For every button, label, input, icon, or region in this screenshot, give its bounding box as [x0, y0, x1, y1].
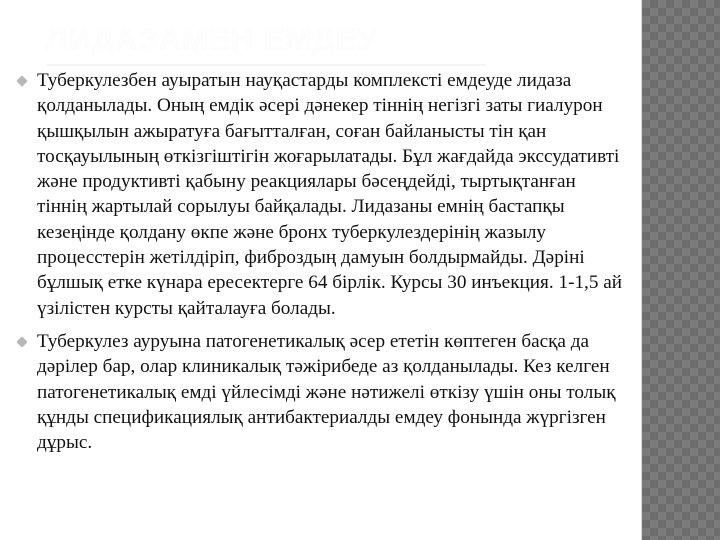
slide-title: ЛИДАЗАМЕН ЕМДЕУ: [46, 22, 486, 66]
bullet-icon: [16, 336, 27, 347]
bullet-icon: [16, 75, 27, 86]
bullet-text-1: Туберкулезбен ауыратын науқастарды комплексті емдеуде лидаза қолданылады. Оның емдік әсері дәнекер тіннің негізгі заты гиалурон қышқылын ажыратуға бағытталған, соған байланысты тін қан тосқауылының өткізгіштігін жоғарылатады. Бұл жағдайда экссудативті және продуктивті қабыну реакциялары бәсеңдейді, тыртықтанған тіннің жартылай сорылуы байқалады. Лидазаны емнің бастапқы кезеңінде қолдану өкпе және бронх туберкулездерінің жазылу процесстерін жетілдіріп, фиброздың дамуын болдырмайды. Дәріні бұлшық етке күнара ересектерге 64 бірлік. Курсы 30 инъекция. 1-1,5 ай үзілістен курсты қайталауға болады.: [37, 70, 623, 319]
bullet-text-2: Туберкулез ауруына патогенетикалық әсер ететін көптеген басқа да дәрілер бар, олар клиникалық тәжірибеде аз қолданылады. Кез келген патогенетикалық емді үйлесімді және нәтижелі өткізу үшін оны толық құнды спецификациялық антибактериалды емдеу фонында жүргізген дұрыс.: [37, 330, 616, 454]
slide-content: [18, 68, 628, 455]
bullet-item-2: [18, 329, 628, 455]
decorative-side-pattern: [641, 0, 720, 540]
bullet-item-1: [18, 68, 628, 321]
